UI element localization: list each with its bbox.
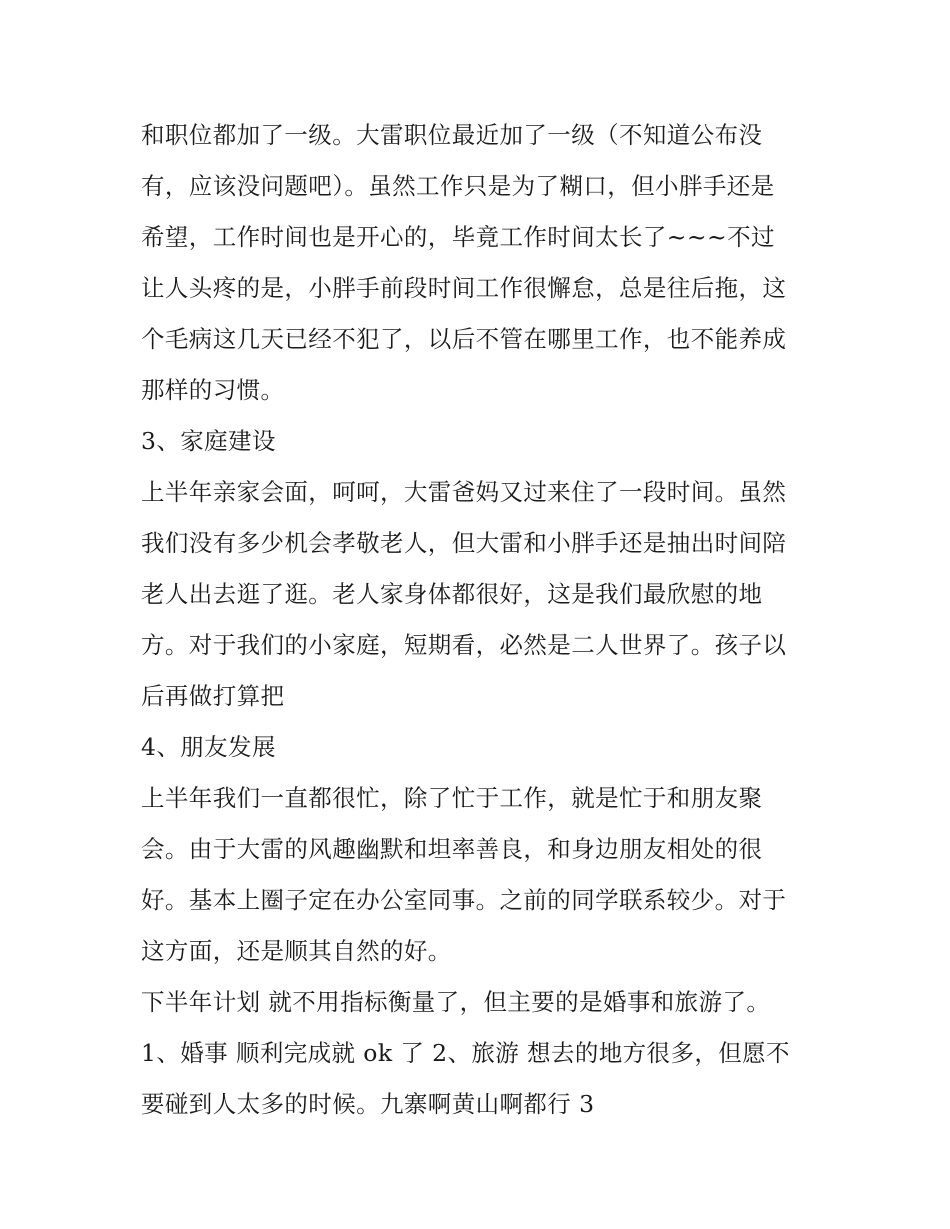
paragraph-line: 方。对于我们的小家庭，短期看，必然是二人世界了。孩子以 bbox=[141, 631, 787, 659]
section-heading: 4、朋友发展 bbox=[141, 733, 276, 761]
paragraph-line: 个毛病这几天已经不犯了，以后不管在哪里工作，也不能养成 bbox=[141, 325, 787, 353]
paragraph-line: 后再做打算把 bbox=[141, 682, 285, 710]
paragraph-line: 老人出去逛了逛。老人家身体都很好，这是我们最欣慰的地 bbox=[141, 580, 763, 608]
paragraph-line: 上半年亲家会面，呵呵，大雷爸妈又过来住了一段时间。虽然 bbox=[141, 478, 787, 506]
paragraph-line: 上半年我们一直都很忙，除了忙于工作，就是忙于和朋友聚 bbox=[141, 784, 763, 812]
paragraph-line: 让人头疼的是，小胖手前段时间工作很懈怠，总是往后拖，这 bbox=[141, 274, 787, 302]
document-body bbox=[141, 110, 821, 1130]
paragraph-line: 这方面，还是顺其自然的好。 bbox=[141, 937, 452, 965]
paragraph-line: 会。由于大雷的风趣幽默和坦率善良，和身边朋友相处的很 bbox=[141, 835, 763, 863]
paragraph-line: 和职位都加了一级。大雷职位最近加了一级（不知道公布没 bbox=[141, 121, 763, 149]
paragraph-line: 下半年计划 就不用指标衡量了，但主要的是婚事和旅游了。 bbox=[141, 988, 771, 1016]
paragraph-line: 好。基本上圈子定在办公室同事。之前的同学联系较少。对于 bbox=[141, 886, 787, 914]
paragraph-line: 希望，工作时间也是开心的，毕竟工作时间太长了~~~不过 bbox=[141, 223, 775, 251]
paragraph-line: 1、婚事 顺利完成就 ok 了 2、旅游 想去的地方很多，但愿不 bbox=[141, 1039, 790, 1067]
paragraph-line: 有，应该没问题吧）。虽然工作只是为了糊口，但小胖手还是 bbox=[141, 172, 775, 200]
paragraph-line: 要碰到人太多的时候。九寨啊黄山啊都行 3 bbox=[141, 1090, 595, 1118]
paragraph-line: 那样的习惯。 bbox=[141, 376, 285, 404]
section-heading: 3、家庭建设 bbox=[141, 427, 276, 455]
paragraph-line: 我们没有多少机会孝敬老人，但大雷和小胖手还是抽出时间陪 bbox=[141, 529, 787, 557]
